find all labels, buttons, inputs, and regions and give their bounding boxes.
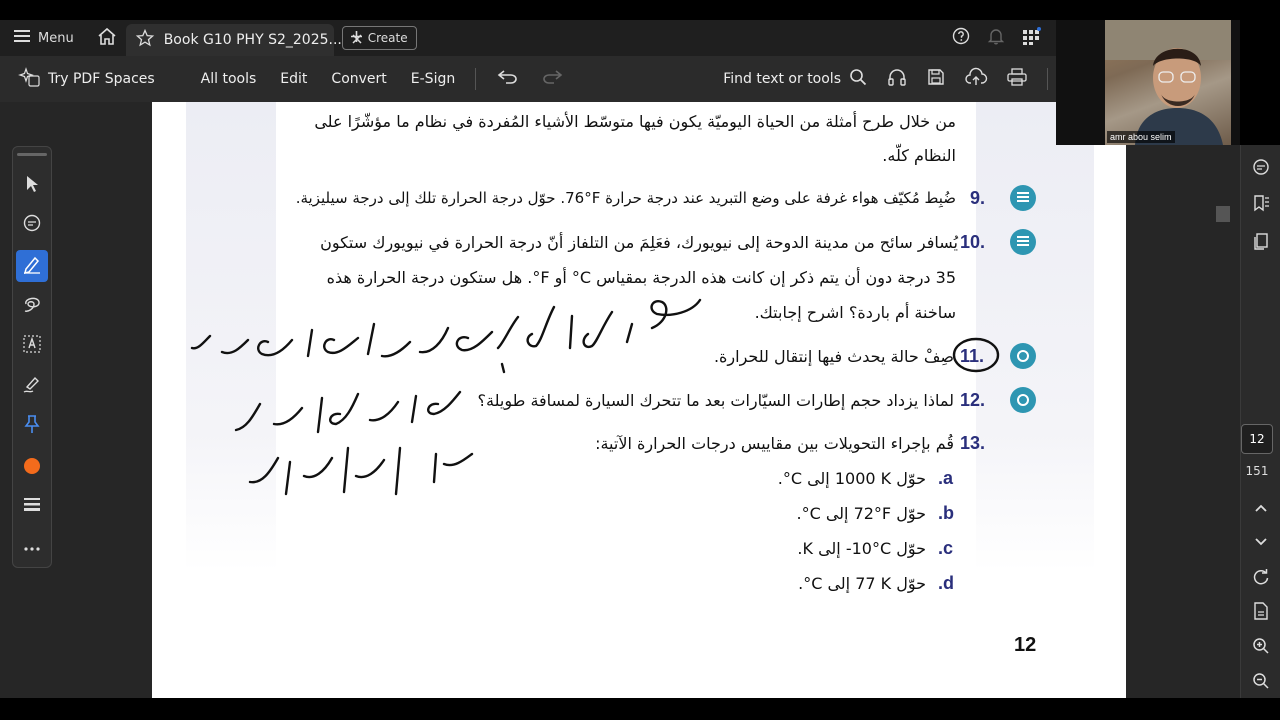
menu-label: Menu <box>38 30 74 46</box>
home-icon <box>97 27 117 49</box>
comment-bubble-icon <box>22 214 42 238</box>
pin-icon <box>24 414 40 438</box>
help-icon[interactable] <box>952 27 970 49</box>
fill-sign-tool[interactable] <box>16 370 48 402</box>
intro-line-1: من خلال طرح أمثلة من الحياة اليوميّة يكون فيها متوسّط الأشياء المُفردة في نظام ما مؤشّرًا على <box>314 112 956 131</box>
zoom-in-icon <box>1252 637 1270 659</box>
subitem-d-label: .d <box>938 573 954 593</box>
scroll-down-button[interactable] <box>1245 525 1277 557</box>
subitem-c-label: .c <box>938 538 954 558</box>
zoom-in-button[interactable] <box>1245 632 1277 664</box>
intro-line-2: النظام كلّه. <box>882 146 956 165</box>
apps-grid-icon[interactable] <box>1022 27 1042 49</box>
bookmark-icon <box>1252 194 1270 216</box>
menu-button[interactable] <box>0 20 88 56</box>
toolbar-divider <box>475 68 476 90</box>
title-bar <box>0 20 1056 56</box>
read-aloud-headphones-icon[interactable] <box>887 68 907 90</box>
subitem-a-text: حوّل ‎1000 K‎ إلى ‎°C‎. <box>777 469 926 488</box>
participant-name-label: amr abou selim <box>1107 131 1175 143</box>
text-select-icon <box>22 334 42 358</box>
question-13-text: قُم بإجراء التحويلات بين مقاييس درجات الحرارة الآتية: <box>595 434 954 453</box>
star-icon[interactable] <box>136 29 154 51</box>
ellipsis-icon <box>23 537 41 556</box>
save-icon[interactable] <box>927 68 945 90</box>
tab-title: Book G10 PHY S2_2025... <box>163 32 342 48</box>
question-12-number: 12. <box>960 390 986 410</box>
question-9-number: 9. <box>970 188 986 208</box>
chevron-up-icon <box>1254 498 1268 517</box>
document-tab[interactable] <box>126 24 342 56</box>
sparkle-icon <box>20 67 40 91</box>
comment-icon <box>1252 158 1270 180</box>
home-button[interactable] <box>88 20 126 56</box>
find-text-tools-button[interactable] <box>723 68 867 90</box>
undo-icon[interactable] <box>498 70 518 88</box>
title-bar-right <box>952 20 1042 56</box>
upload-cloud-icon[interactable] <box>965 68 987 90</box>
page-number-label: 12 <box>1014 634 1037 656</box>
more-tools-button[interactable] <box>16 530 48 562</box>
question-10-number: 10. <box>960 232 986 252</box>
right-side-panel <box>1240 145 1280 698</box>
question-9-text: ضُبِط مُكيّف هواء غرفة على وضع التبريد عند درجة حرارة ‎76°F‎. حوّل درجة الحرارة تلك إلى درجة سيليزية. <box>295 189 956 207</box>
rail-grip-handle[interactable] <box>17 153 47 156</box>
pen-icon <box>22 254 42 278</box>
color-picker[interactable] <box>16 450 48 482</box>
create-label: Create <box>367 31 408 45</box>
comments-panel-button[interactable] <box>1245 153 1277 185</box>
pin-tool[interactable] <box>16 410 48 442</box>
zoom-out-button[interactable] <box>1245 667 1277 699</box>
subitem-b-label: .b <box>938 503 954 523</box>
comment-tool[interactable] <box>16 210 48 242</box>
select-cursor-tool[interactable] <box>16 170 48 202</box>
main-toolbar <box>0 56 1056 102</box>
line-thickness-tool[interactable] <box>16 490 48 522</box>
toolbar-divider-right <box>1047 68 1048 90</box>
subitem-a-label: .a <box>938 468 954 488</box>
lasso-draw-icon <box>22 294 42 318</box>
all-tools-button[interactable]: All tools <box>200 71 257 87</box>
question-10-line-2: 35 درجة دون أن يتم ذكر إن كانت هذه الدرجة بمقياس ‎°C‎ أو ‎°F‎. هل ستكون درجة الحرارة هذه <box>326 268 956 287</box>
question-11-number: 11. <box>960 346 985 366</box>
try-pdf-spaces-label: Try PDF Spaces <box>48 71 155 87</box>
webcam-overlay <box>1056 20 1240 145</box>
question-10-line-1: يُسافر سائح من مدينة الدوحة إلى نيويورك، فعَلِمَ من التلفاز أنّ درجة الحرارة في نيويورك ستكون <box>320 233 958 252</box>
copy-pages-icon <box>1252 232 1270 254</box>
esign-button[interactable]: E-Sign <box>410 71 456 87</box>
create-button[interactable] <box>342 26 417 50</box>
bookmarks-panel-button[interactable] <box>1245 189 1277 221</box>
subitem-d-text: حوّل ‎77 K‎ إلى ‎°C‎. <box>798 574 926 593</box>
pen-sign-icon <box>22 374 42 398</box>
subitem-b-text: حوّل ‎72°F‎ إلى ‎°C‎. <box>796 504 926 523</box>
try-pdf-spaces-button[interactable] <box>0 67 167 91</box>
question-13-number: 13. <box>960 433 986 453</box>
question-11-text: صِفْ حالة يحدث فيها إنتقال للحرارة. <box>713 347 954 366</box>
rotate-button[interactable] <box>1245 563 1277 595</box>
subitem-c-text: حوّل ‎-10°C‎ إلى ‎K‎. <box>797 539 926 558</box>
plus-icon <box>351 31 362 45</box>
redo-icon[interactable] <box>542 70 562 88</box>
page-size-button[interactable] <box>1245 597 1277 629</box>
orange-color-swatch <box>24 458 40 474</box>
draw-freeform-tool[interactable] <box>16 290 48 322</box>
current-page-input[interactable]: 12 <box>1241 424 1273 454</box>
scroll-up-button[interactable] <box>1245 491 1277 523</box>
question-12-text: لماذا يزداد حجم إطارات السيّارات بعد ما تتحرك السيارة لمسافة طويلة؟ <box>477 391 954 410</box>
webcam-video-feed <box>1105 20 1231 145</box>
search-icon <box>849 68 867 90</box>
bottom-black-strip <box>0 698 1280 720</box>
hamburger-icon <box>14 29 30 47</box>
pages-panel-button[interactable] <box>1245 227 1277 259</box>
vertical-scrollbar-thumb[interactable] <box>1216 206 1230 222</box>
zoom-out-icon <box>1252 672 1270 694</box>
handwriting-annotations <box>152 102 1126 698</box>
highlight-pen-tool[interactable] <box>16 250 48 282</box>
total-pages-label: 151 <box>1245 464 1269 478</box>
notifications-bell-icon[interactable] <box>988 27 1004 49</box>
question-10-line-3: ساخنة أم باردة؟ اشرح إجابتك. <box>754 303 956 322</box>
edit-button[interactable]: Edit <box>280 71 308 87</box>
top-black-strip <box>0 0 1280 20</box>
cursor-arrow-icon <box>24 175 40 197</box>
left-tool-rail <box>12 146 52 568</box>
line-weight-icon <box>23 496 41 516</box>
text-box-tool[interactable] <box>16 330 48 362</box>
find-label: Find text or tools <box>723 71 841 87</box>
document-fit-icon <box>1253 602 1269 624</box>
print-icon[interactable] <box>1007 68 1027 90</box>
toolbar-right <box>723 56 1056 102</box>
chevron-down-icon <box>1254 532 1268 551</box>
pdf-page <box>152 102 1126 698</box>
convert-button[interactable]: Convert <box>331 71 387 87</box>
refresh-rotate-icon <box>1252 568 1270 590</box>
